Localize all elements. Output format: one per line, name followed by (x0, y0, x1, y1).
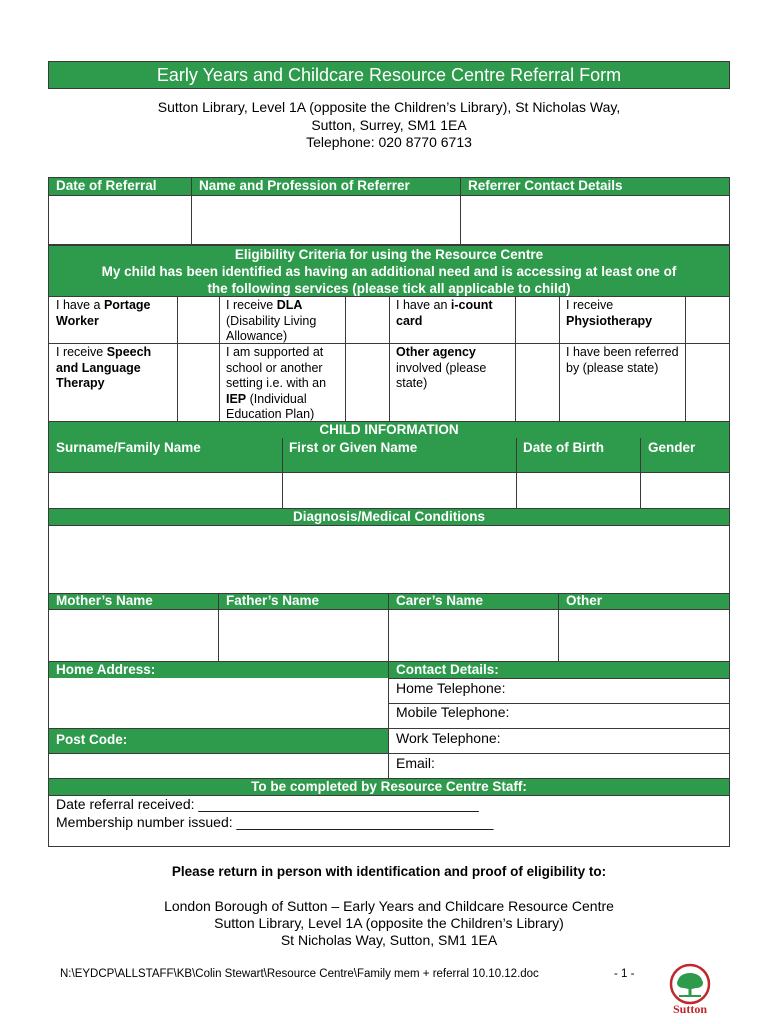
icount-checkbox[interactable] (516, 297, 559, 343)
other-agency-checkbox[interactable] (516, 344, 559, 421)
father-label: Father’s Name (226, 593, 320, 608)
other-label: Other (566, 593, 603, 608)
referrer-contact-label: Referrer Contact Details (468, 178, 623, 193)
eligibility-line-1: My child has been identified as having an additional need and is accessing at least one of (101, 264, 677, 279)
child-info-title: CHILD INFORMATION (319, 422, 459, 437)
referred-by-checkbox[interactable] (686, 344, 729, 421)
email-label: Email: (396, 755, 435, 771)
return-address-line-2: Sutton Library, Level 1A (opposite the Children’s Library) (214, 915, 564, 931)
work-telephone-label: Work Telephone: (396, 730, 501, 746)
mother-field[interactable] (49, 610, 217, 661)
referrer-contact-field[interactable] (461, 196, 729, 244)
first-name-label: First or Given Name (289, 440, 418, 455)
referrer-name-label: Name and Profession of Referrer (199, 178, 410, 193)
staff-title: To be completed by Resource Centre Staff: (251, 779, 527, 794)
referred-by-text: I have been referred by (please state) (566, 345, 679, 375)
diagnosis-field[interactable] (49, 526, 729, 593)
post-code-label: Post Code: (56, 732, 128, 747)
tree-icon (664, 962, 716, 1006)
home-address-field[interactable] (49, 679, 387, 728)
first-name-field[interactable] (283, 473, 515, 508)
return-address-line-3: St Nicholas Way, Sutton, SM1 1EA (280, 932, 498, 948)
gender-field[interactable] (641, 473, 729, 508)
carer-label: Carer’s Name (396, 593, 484, 608)
sutton-logo (664, 962, 716, 1018)
date-received-line[interactable]: Date referral received: ____________________________________ (56, 796, 479, 812)
date-of-referral-label: Date of Referral (56, 178, 157, 193)
dob-label: Date of Birth (523, 440, 604, 455)
eligibility-header (48, 245, 730, 297)
return-address (48, 898, 730, 949)
address-line-2: Sutton, Surrey, SM1 1EA (311, 116, 467, 133)
surname-field[interactable] (49, 473, 281, 508)
address-block (48, 99, 730, 152)
iep-checkbox[interactable] (346, 344, 389, 421)
date-of-referral-field[interactable] (49, 196, 190, 244)
father-field[interactable] (219, 610, 387, 661)
address-line-1: Sutton Library, Level 1A (opposite the Children’s Library), St Nicholas Way, (157, 99, 621, 115)
physiotherapy-text: I receive Physiotherapy (566, 298, 653, 328)
page-number: - 1 - (614, 968, 635, 980)
contact-details-label: Contact Details: (396, 662, 499, 677)
home-address-label: Home Address: (56, 662, 156, 677)
surname-label: Surname/Family Name (56, 440, 201, 455)
dla-checkbox[interactable] (346, 297, 389, 343)
telephone: Telephone: 020 8770 6713 (306, 134, 472, 150)
home-telephone-label: Home Telephone: (396, 680, 506, 696)
iep-text: I am supported at school or another setting i.e. with an IEP (Individual Education Plan) (226, 345, 327, 421)
other-field[interactable] (559, 610, 729, 661)
portage-worker-text: I have a Portage Worker (56, 298, 151, 328)
speech-therapy-checkbox[interactable] (178, 344, 219, 421)
dob-field[interactable] (517, 473, 639, 508)
eligibility-title: Eligibility Criteria for using the Resource Centre (234, 247, 544, 262)
return-address-line-1: London Borough of Sutton – Early Years and Childcare Resource Centre (164, 898, 614, 914)
mother-label: Mother’s Name (56, 593, 153, 608)
post-code-field[interactable] (49, 754, 387, 778)
form-title: Early Years and Childcare Resource Centre Referral Form (156, 65, 622, 85)
eligibility-line-2: the following services (please tick all applicable to child) (207, 281, 571, 296)
membership-number-line[interactable]: Membership number issued: _________________________________ (56, 814, 494, 830)
dla-text: I receive DLA (Disability Living Allowance) (226, 298, 317, 343)
carer-field[interactable] (389, 610, 557, 661)
portage-worker-checkbox[interactable] (178, 297, 219, 343)
return-note: Please return in person with identification and proof of eligibility to: (171, 864, 607, 879)
form-title-bar (48, 61, 730, 89)
file-path: N:\EYDCP\ALLSTAFF\KB\Colin Stewart\Resource Centre\Family mem + referral 10.10.12.doc (60, 968, 539, 980)
referrer-name-field[interactable] (192, 196, 459, 244)
physiotherapy-checkbox[interactable] (686, 297, 729, 343)
gender-label: Gender (648, 440, 696, 455)
other-agency-text: Other agency involved (please state) (396, 345, 487, 390)
icount-text: I have an i-count card (396, 298, 493, 328)
mobile-telephone-label: Mobile Telephone: (396, 704, 510, 720)
diagnosis-title: Diagnosis/Medical Conditions (292, 509, 486, 524)
sutton-logo-text: Sutton (672, 1002, 707, 1016)
speech-therapy-text: I receive Speech and Language Therapy (56, 345, 152, 390)
